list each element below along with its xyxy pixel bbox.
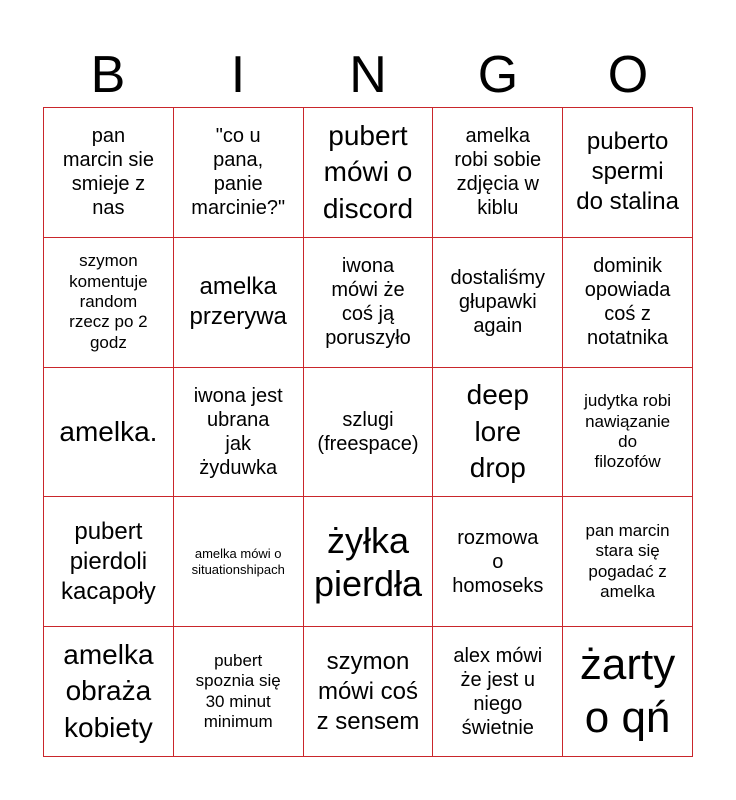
bingo-cell-r5c1[interactable] <box>44 627 174 757</box>
bingo-cell-r2c2[interactable] <box>174 238 304 368</box>
bingo-cell-r4c2[interactable] <box>174 497 304 627</box>
cell-text: amelka robi sobie zdjęcia w kiblu <box>454 125 542 220</box>
cell-text: pubert pierdoli kacapoły <box>61 517 156 605</box>
bingo-cell-r1c3[interactable] <box>304 108 434 238</box>
header-letter-n: N <box>349 46 387 104</box>
cell-text: amelka przerywa <box>189 273 287 331</box>
cell-text: szymon mówi coś z sensem <box>316 647 420 735</box>
cell-text: alex mówi że jest u niego świetnie <box>453 644 543 739</box>
bingo-cell-r5c2[interactable] <box>174 627 304 757</box>
bingo-cell-r4c1[interactable] <box>44 497 174 627</box>
cell-text: szymon komentuje random rzecz po 2 godz <box>69 251 148 352</box>
bingo-cell-r4c4[interactable] <box>433 497 563 627</box>
cell-text: amelka. <box>59 415 158 447</box>
cell-text: pubert spoznia się 30 minut minimum <box>195 650 281 731</box>
header-letter-b: B <box>90 46 126 104</box>
cell-text: deep lore drop <box>466 379 529 484</box>
cell-text: żyłka pierdła <box>313 519 423 604</box>
cell-text: amelka obraża kobiety <box>63 639 154 743</box>
bingo-cell-r2c1[interactable] <box>44 238 174 368</box>
cell-text: rozmowa o homoseks <box>452 526 544 597</box>
bingo-cell-r3c1[interactable] <box>44 368 174 498</box>
bingo-cell-r5c4[interactable] <box>433 627 563 757</box>
bingo-cell-r1c1[interactable] <box>44 108 174 238</box>
cell-text: pan marcin stara się pogadać z amelka <box>585 521 670 602</box>
bingo-cell-r5c3[interactable] <box>304 627 434 757</box>
cell-text: amelka mówi o situationshipach <box>191 546 285 577</box>
bingo-cell-r1c5[interactable] <box>563 108 693 238</box>
bingo-cell-r1c2[interactable] <box>174 108 304 238</box>
cell-text: pan marcin sie smieje z nas <box>62 125 154 220</box>
bingo-cell-r2c3[interactable] <box>304 238 434 368</box>
header-letter-i: I <box>230 46 246 104</box>
header-letter-o: O <box>607 46 649 104</box>
bingo-header <box>43 42 693 108</box>
cell-text: dominik opowiada coś z notatnika <box>584 255 671 350</box>
bingo-cell-r1c4[interactable] <box>433 108 563 238</box>
bingo-cell-r4c5[interactable] <box>563 497 693 627</box>
bingo-cell-r2c5[interactable] <box>563 238 693 368</box>
bingo-cell-r3c2[interactable] <box>174 368 304 498</box>
cell-text: pubert mówi o discord <box>322 119 414 224</box>
bingo-cell-r4c3[interactable] <box>304 497 434 627</box>
bingo-cell-r2c4[interactable] <box>433 238 563 368</box>
bingo-cell-r5c5[interactable] <box>563 627 693 757</box>
cell-text: judytka robi nawiązanie do filozofów <box>584 391 672 472</box>
cell-text: szlugi (freespace) <box>317 408 419 455</box>
bingo-cell-r3c4[interactable] <box>433 368 563 498</box>
header-letter-g: G <box>477 46 519 104</box>
cell-text: puberto spermi do stalina <box>576 128 679 216</box>
bingo-grid <box>43 107 693 757</box>
cell-text: dostaliśmy głupawki again <box>450 267 546 338</box>
bingo-cell-r3c3[interactable] <box>304 368 434 498</box>
cell-text: "co u pana, panie marcinie?" <box>191 125 286 220</box>
bingo-cell-r3c5[interactable] <box>563 368 693 498</box>
cell-text: iwona mówi że coś ją poruszyło <box>325 255 411 350</box>
cell-text: iwona jest ubrana jak żyduwka <box>193 384 283 479</box>
cell-text: żarty o qń <box>579 639 676 742</box>
